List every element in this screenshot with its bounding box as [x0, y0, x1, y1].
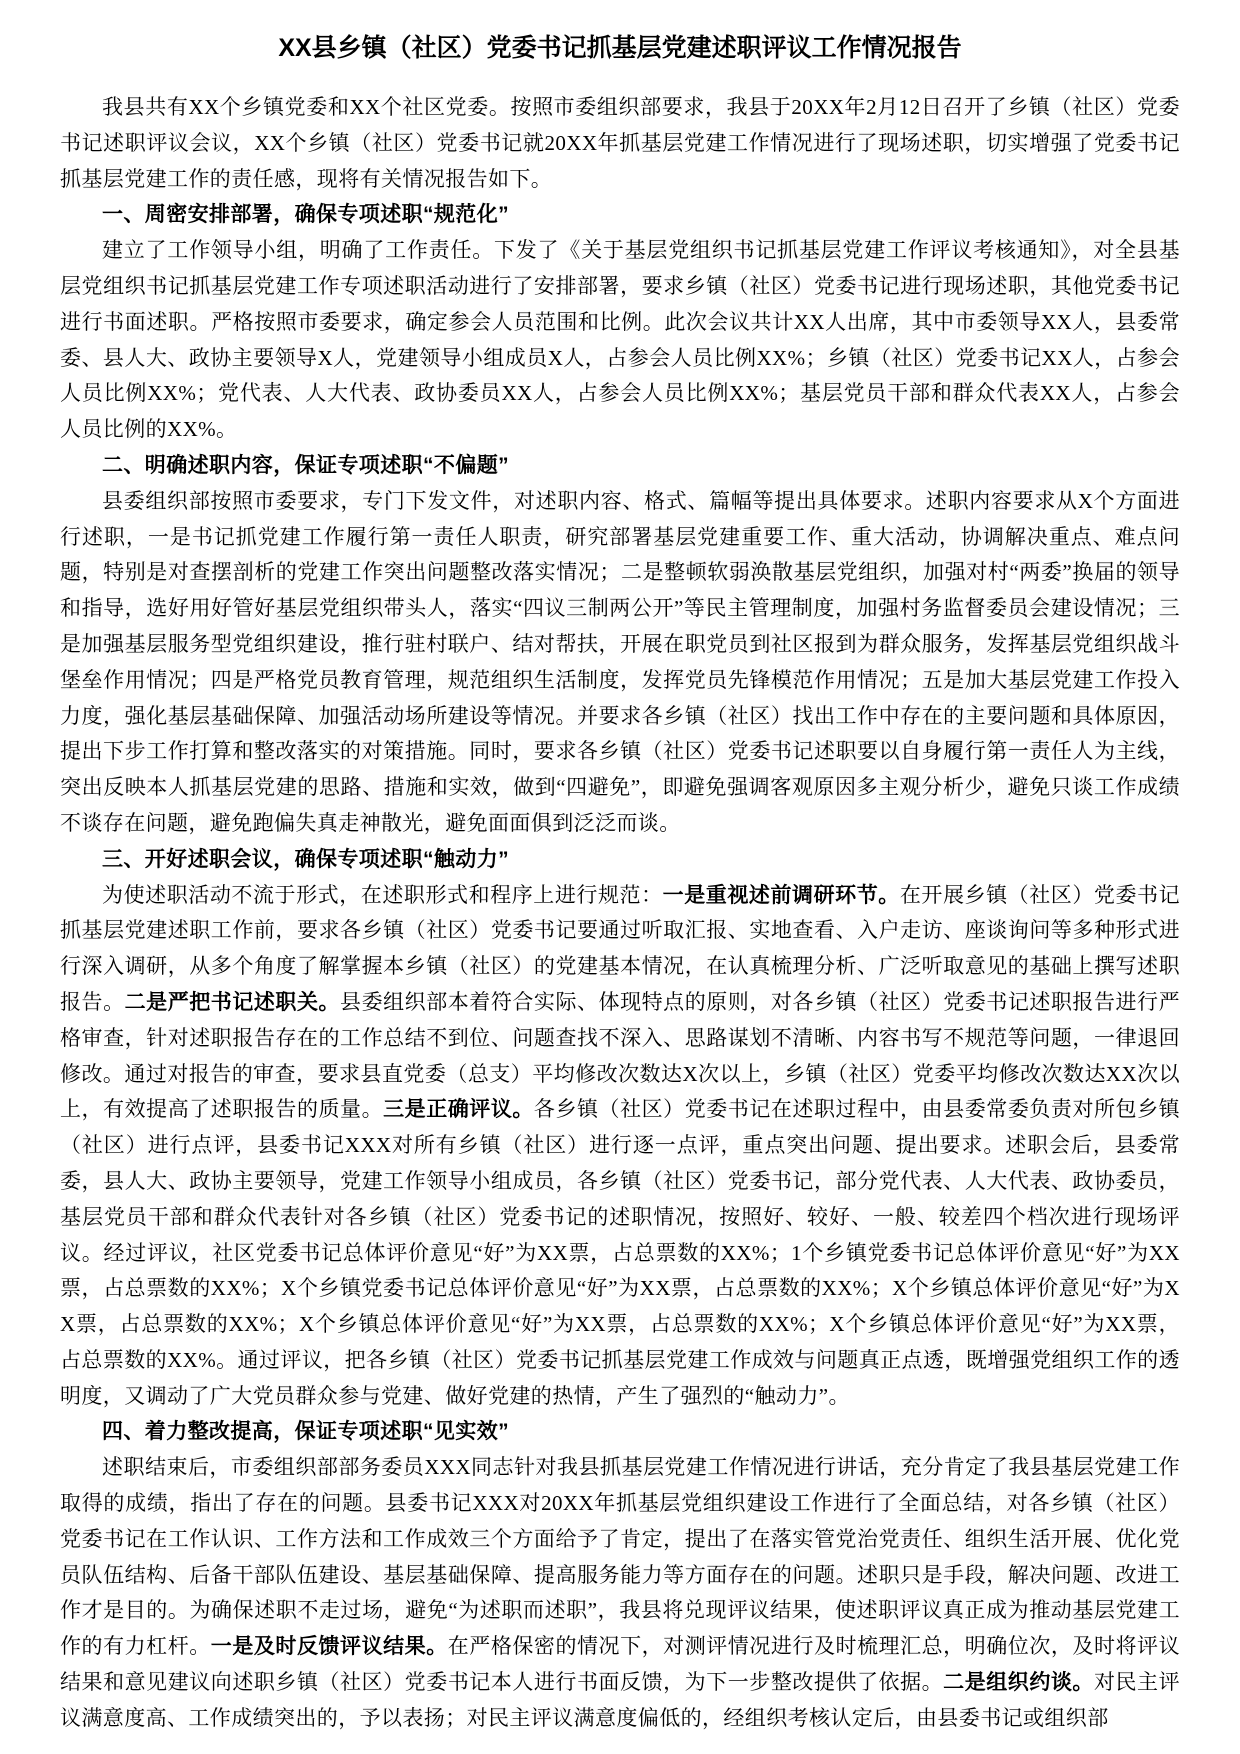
document-title: XX县乡镇（社区）党委书记抓基层党建述职评议工作情况报告 — [278, 34, 962, 62]
paragraph-intro — [60, 90, 1180, 197]
section-heading-2: 二、明确述职内容，保证专项述职“不偏题” — [102, 453, 509, 477]
text-run-bold: 三是正确评议。 — [383, 1098, 534, 1122]
text-run: 为使述职活动不流于形式，在述职形式和程序上进行规范： — [102, 882, 663, 907]
text-run: 述职结束后，市委组织部部务委员XXX同志针对我县抓基层党建工作情况进行讲话，充分肯定了我县基层党建工作取得的成绩，指出了存在的问题。县委书记XXX对20XX年抓基层党组织建设工作进行了全面总结，对各乡镇（社区）党委书记在工作认识、工作方法和工作成效三个方面给予了肯定，提出了在落实管党治党责任、组织生活开展、优化党员队伍结构、后备干部队伍建设、基层基础保障、提高服务能力等方面存在的问题。述职只是手段，解决问题、改进工作才是目的。为确保述职不走过场，避免“为述职而述职”，我县将兑现评议结果，使述职评议真正成为推动基层党建工作的有力杠杆。 — [60, 1455, 1180, 1659]
text-run: 对民主评议满意度高、工作成绩突出的，予以表扬；对民主评议满意度偏低的，经组织考核认定后，由县委书记或组织部 — [60, 1670, 1180, 1730]
text-run: 我县共有XX个乡镇党委和XX个社区党委。按照市委组织部要求，我县于20XX年2月12日召开了乡镇（社区）党委书记述职评议会议，XX个乡镇（社区）党委书记就20XX年抓基层党建工作情况进行了现场述职，切实增强了党委书记抓基层党建工作的责任感，现将有关情况报告如下。 — [60, 95, 1180, 191]
text-run: 各乡镇（社区）党委书记在述职过程中，由县委常委负责对所包乡镇（社区）进行点评，县委书记XXX对所有乡镇（社区）进行逐一点评，重点突出问题、提出要求。述职会后，县委常委，县人大、政协主要领导，党建工作领导小组成员，各乡镇（社区）党委书记，部分党代表、人大代表、政协委员，基层党员干部和群众代表针对各乡镇（社区）党委书记的述职情况，按照好、较好、一般、较差四个档次进行现场评议。经过评议，社区党委书记总体评价意见“好”为XX票，占总票数的XX%；1个乡镇党委书记总体评价意见“好”为XX票，占总票数的XX%；X个乡镇党委书记总体评价意见“好”为XX票，占总票数的XX%；X个乡镇总体评价意见“好”为XX票，占总票数的XX%；X个乡镇总体评价意见“好”为XX票，占总票数的XX%；X个乡镇总体评价意见“好”为XX票，占总票数的XX%。通过评议，把各乡镇（社区）党委书记抓基层党建工作成效与问题真正点透，既增强党组织工作的透明度，又调动了广大党员群众参与党建、做好党建的热情，产生了强烈的“触动力”。 — [60, 1097, 1181, 1408]
text-run-bold: 二是严把书记述职关。 — [124, 990, 341, 1014]
paragraph-section-3 — [60, 878, 1180, 1415]
section-heading-1: 一、周密安排部署，确保专项述职“规范化” — [102, 203, 509, 227]
text-run: 县委组织部本着符合实际、体现特点的原则，对各乡镇（社区）党委书记述职报告进行严格审查，针对述职报告存在的工作总结不到位、问题查找不深入、思路谋划不清晰、内容书写不规范等问题，一律退回修改。通过对报告的审查，要求县直党委（总支）平均修改次数达X次以上，乡镇（社区）党委平均修改次数达XX次以上，有效提高了述职报告的质量。 — [60, 989, 1180, 1122]
text-run-bold: 一是及时反馈评议结果。 — [210, 1635, 448, 1659]
text-run: 在严格保密的情况下，对测评情况进行及时梳理汇总，明确位次，及时将评议结果和意见建议向述职乡镇（社区）党委书记本人进行书面反馈，为下一步整改提供了依据。 — [60, 1634, 1180, 1695]
text-run: 在开展乡镇（社区）党委书记抓基层党建述职工作前，要求各乡镇（社区）党委书记要通过听取汇报、实地查看、入户走访、座谈询问等多种形式进行深入调研，从多个角度了解掌握本乡镇（社区）的党建基本情况，在认真梳理分析、广泛听取意见的基础上撰写述职报告。 — [60, 882, 1180, 1014]
paragraph-section-4 — [60, 1450, 1180, 1736]
paragraph-section-1 — [60, 233, 1180, 448]
paragraph-section-2 — [60, 484, 1180, 842]
text-run-bold: 二是组织约谈。 — [943, 1671, 1094, 1695]
section-heading-3: 三、开好述职会议，确保专项述职“触动力” — [102, 847, 509, 871]
text-run: 县委组织部按照市委要求，专门下发文件，对述职内容、格式、篇幅等提出具体要求。述职内容要求从X个方面进行述职，一是书记抓党建工作履行第一责任人职责，研究部署基层党建重要工作、重大活动，协调解决重点、难点问题，特别是对查摆剖析的党建工作突出问题整改落实情况；二是整顿软弱涣散基层党组织，加强对村“两委”换届的领导和指导，选好用好管好基层党组织带头人，落实“四议三制两公开”等民主管理制度，加强村务监督委员会建设情况；三是加强基层服务型党组织建设，推行驻村联户、结对帮扶，开展在职党员到社区报到为群众服务，发挥基层党组织战斗堡垒作用情况；四是严格党员教育管理，规范组织生活制度，发挥党员先锋模范作用情况；五是加大基层党建工作投入力度，强化基层基础保障、加强活动场所建设等情况。并要求各乡镇（社区）找出工作中存在的主要问题和具体原因，提出下步工作打算和整改落实的对策措施。同时，要求各乡镇（社区）党委书记述职要以自身履行第一责任人为主线，突出反映本人抓基层党建的思路、措施和实效，做到“四避免”，即避免强调客观原因多主观分析少，避免只谈工作成绩不谈存在问题，避免跑偏失真走神散光，避免面面俱到泛泛而谈。 — [60, 488, 1180, 835]
text-run-bold: 一是重视述前调研环节。 — [662, 883, 900, 907]
text-run: 建立了工作领导小组，明确了工作责任。下发了《关于基层党组织书记抓基层党建工作评议考核通知》，对全县基层党组织书记抓基层党建工作专项述职活动进行了安排部署，要求乡镇（社区）党委书记进行现场述职，其他党委书记进行书面述职。严格按照市委要求，确定参会人员范围和比例。此次会议共计XX人出席，其中市委领导XX人，县委常委、县人大、政协主要领导X人，党建领导小组成员X人，占参会人员比例XX%；乡镇（社区）党委书记XX人，占参会人员比例XX%；党代表、人大代表、政协委员XX人，占参会人员比例XX%；基层党员干部和群众代表XX人，占参会人员比例的XX%。 — [60, 238, 1180, 442]
section-heading-4: 四、着力整改提高，保证专项述职“见实效” — [102, 1420, 509, 1444]
